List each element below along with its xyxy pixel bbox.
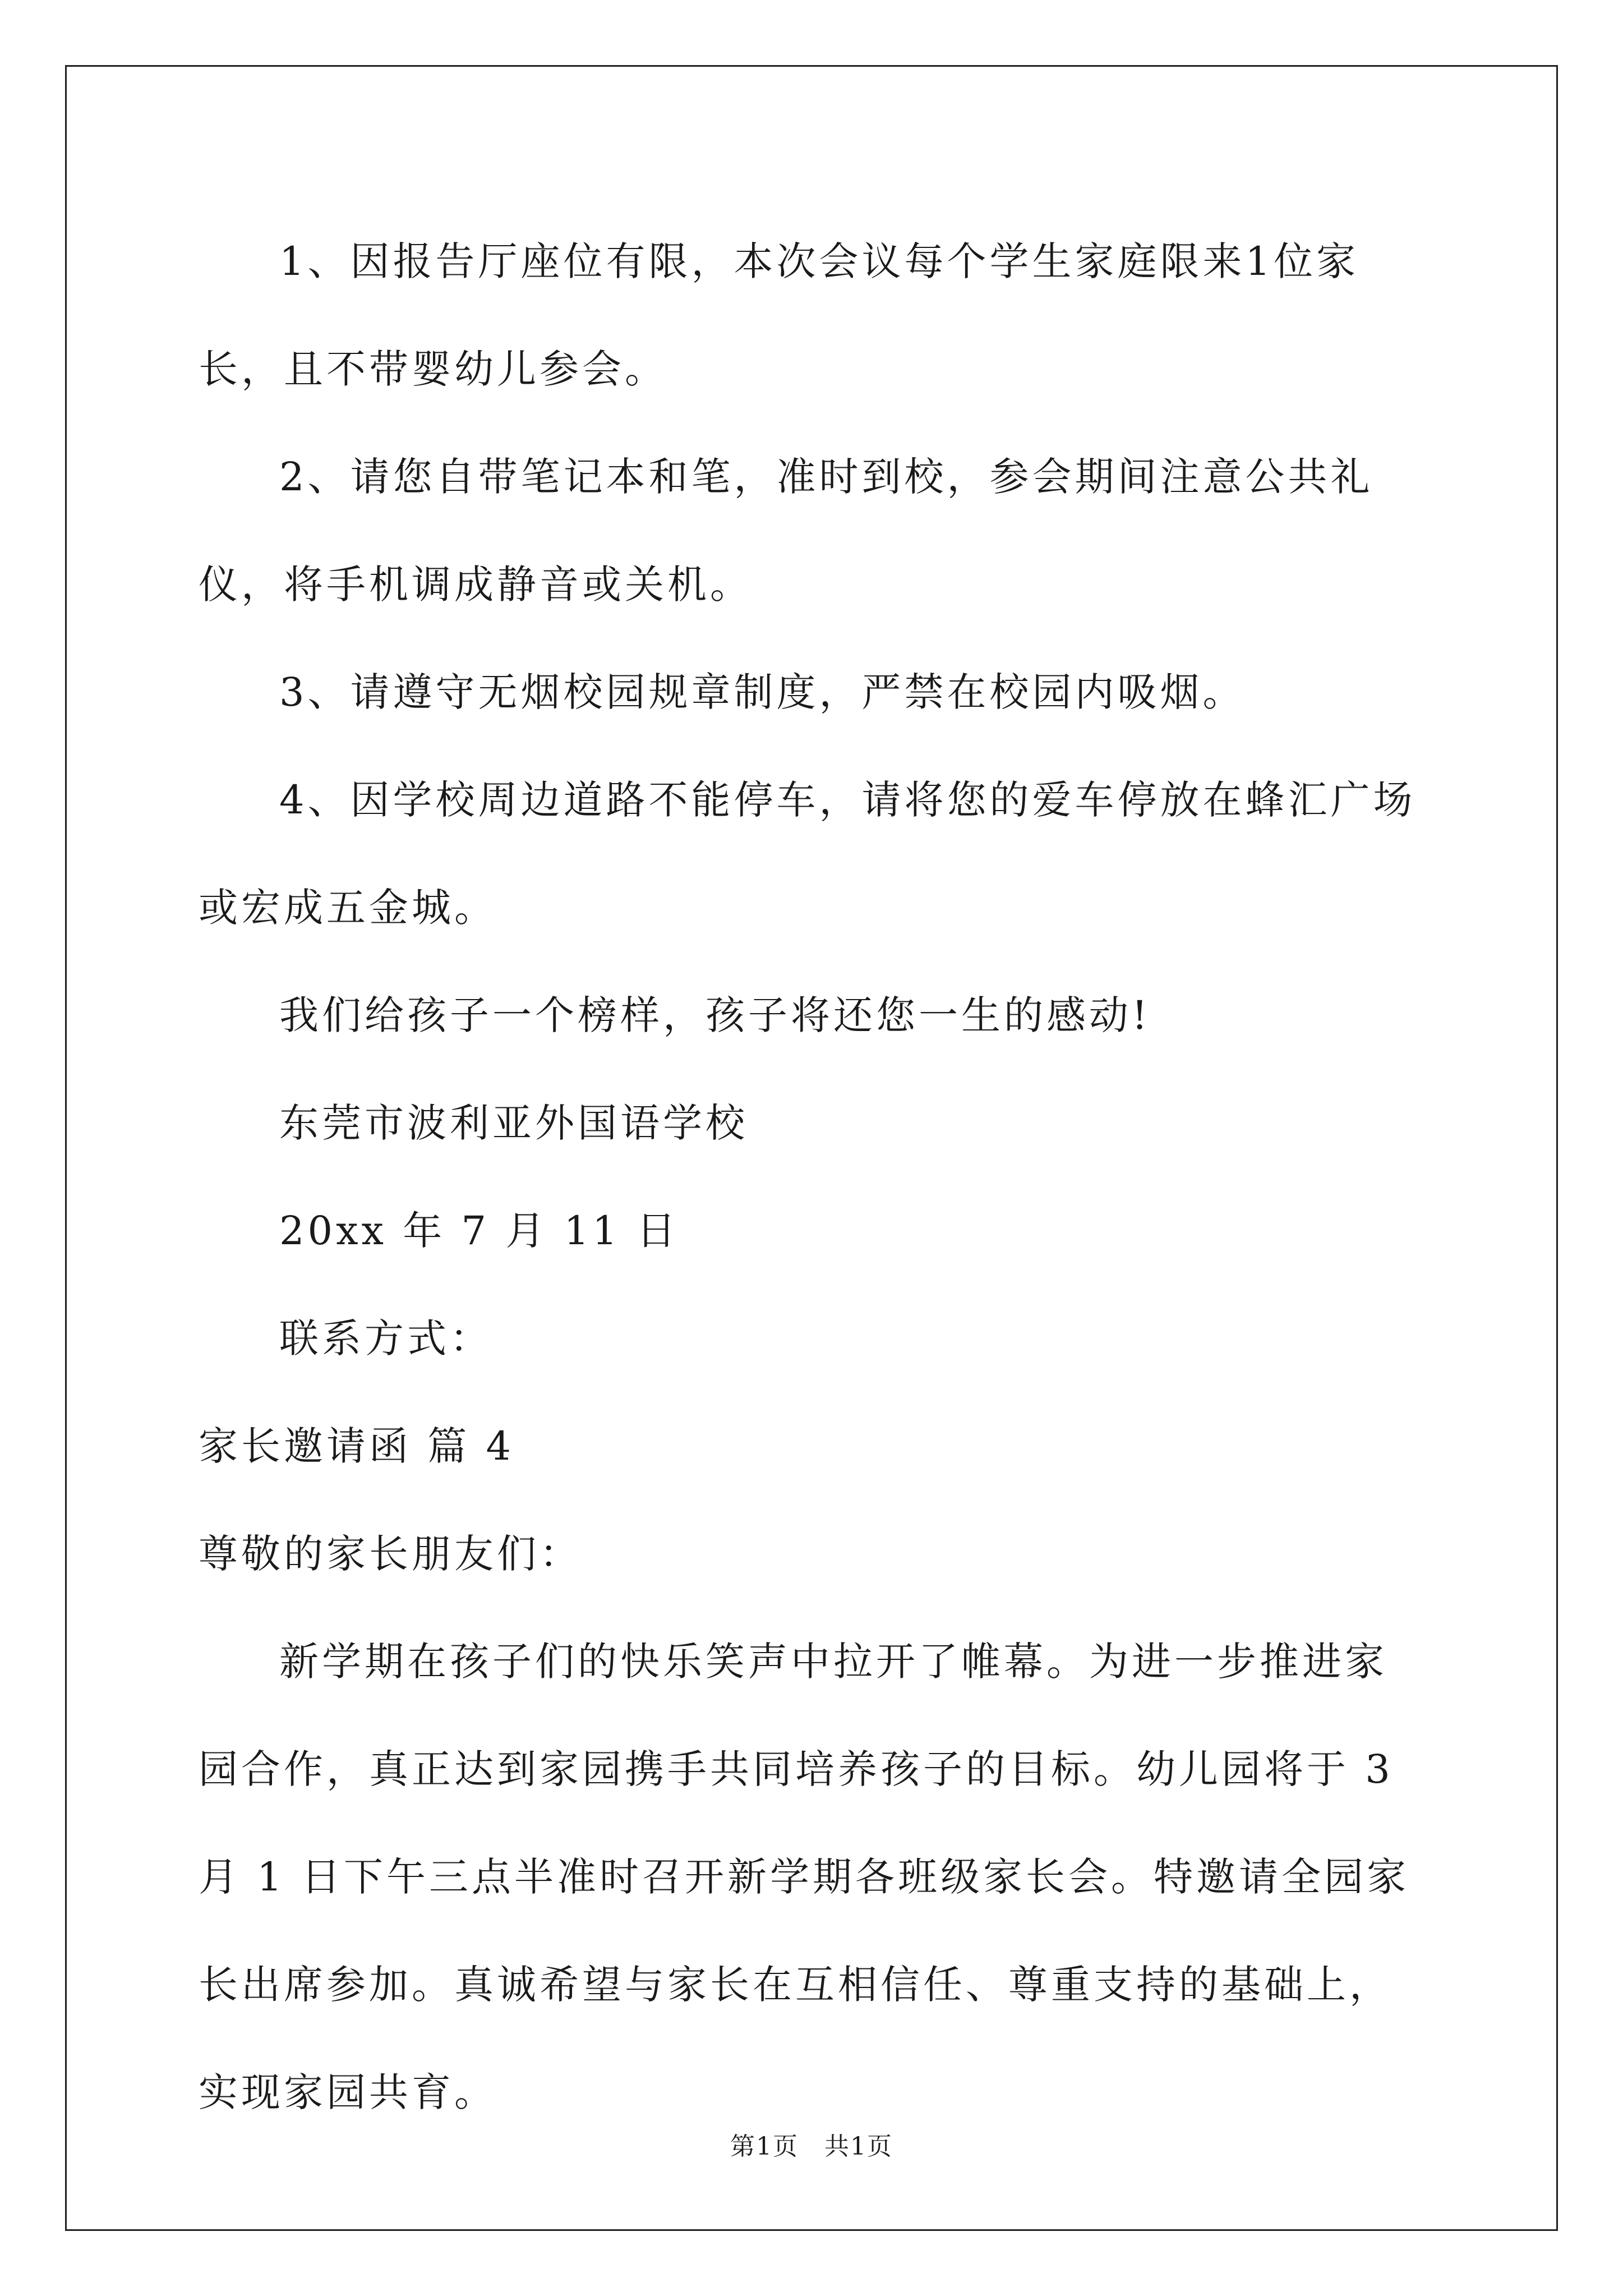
notice-item-4: 4、因学校周边道路不能停车，请将您的爱车停放在蜂汇广场或宏成五金城。 (199, 777, 1416, 931)
notice-item-3: 3、请遵守无烟校园规章制度，严禁在校园内吸烟。 (279, 669, 1246, 715)
notice-item-2: 2、请您自带笔记本和笔，准时到校，参会期间注意公共礼仪，将手机调成静音或关机。 (199, 454, 1373, 608)
letter-date: 20xx 年 7 月 11 日 (279, 1208, 679, 1254)
salutation: 尊敬的家长朋友们： (199, 1531, 582, 1577)
contact-label: 联系方式： (279, 1315, 492, 1361)
page-number-footer: 第1页 共1页 (730, 2132, 893, 2161)
closing-message: 我们给孩子一个榜样，孩子将还您一生的感动! (279, 992, 1151, 1038)
school-signature: 东莞市波利亚外国语学校 (279, 1100, 748, 1146)
section-heading: 家长邀请函 篇 4 (199, 1423, 515, 1469)
document-body (199, 208, 1427, 2146)
body-paragraph: 新学期在孩子们的快乐笑声中拉开了帷幕。为进一步推进家园合作，真正达到家园携手共同培养孩子的目标。幼儿园将于 3 月 1 日下午三点半准时召开新学期各班级家长会。特邀请全园家长出席参加。真诚希望与家长在互相信任、尊重支持的基础上，实现家园共育。 (199, 1639, 1410, 2115)
notice-item-1: 1、因报告厅座位有限，本次会议每个学生家庭限来1位家长，且不带婴幼儿参会。 (199, 238, 1359, 392)
